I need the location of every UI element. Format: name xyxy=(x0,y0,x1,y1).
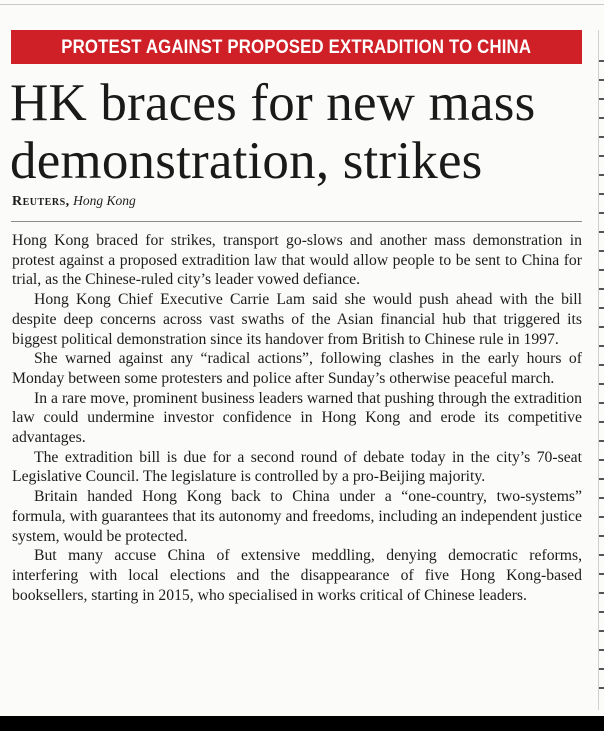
article-paragraph: Hong Kong braced for strikes, transport go-slows and another mass demonstration in protest against a proposed extradition law that would allow people to be sent to China for trial, as the Chinese-ruled city’s leader vowed defiance. xyxy=(12,232,582,289)
kicker-text: PROTEST AGAINST PROPOSED EXTRADITION TO CHINA xyxy=(61,36,532,58)
bottom-black-bar xyxy=(0,716,604,731)
article-paragraph: Hong Kong Chief Executive Carrie Lam said she would push ahead with the bill despite deep concerns across vast swaths of the Asian financial hub that triggered its biggest political demonstration since its handover from British to Chinese rule in 1997. xyxy=(12,291,582,348)
top-rule xyxy=(0,4,604,5)
byline-divider xyxy=(11,221,582,222)
byline-location: Hong Kong xyxy=(73,193,136,208)
byline-agency: Reuters, xyxy=(12,194,70,209)
byline xyxy=(12,192,136,211)
article-paragraph: The extradition bill is due for a second round of debate today in the city’s 70-seat Legislative Council. The legislature is controlled by a pro-Beijing majority. xyxy=(12,448,582,486)
article-body xyxy=(12,231,582,605)
headline: HK braces for new mass demonstration, strikes xyxy=(10,74,536,190)
article-paragraph: But many accuse China of extensive meddling, denying democratic reforms, interfering with local elections and the disappearance of five Hong Kong-based booksellers, starting in 2015, who specialised in works critical of Chinese leaders. xyxy=(12,547,582,604)
adjacent-column-edge xyxy=(599,60,604,700)
article-paragraph: Britain handed Hong Kong back to China under a “one-country, two-systems” formula, with guarantees that its autonomy and freedoms, including an independent justice system, would be protected. xyxy=(12,488,582,545)
kicker-banner xyxy=(11,30,582,64)
article-paragraph: She warned against any “radical actions”, following clashes in the early hours of Monday between some protesters and police after Sunday’s otherwise peaceful march. xyxy=(12,350,582,387)
article-paragraph: In a rare move, prominent business leaders warned that pushing through the extradition law could undermine investor confidence in Hong Kong and erode its competitive advantages. xyxy=(12,389,582,447)
